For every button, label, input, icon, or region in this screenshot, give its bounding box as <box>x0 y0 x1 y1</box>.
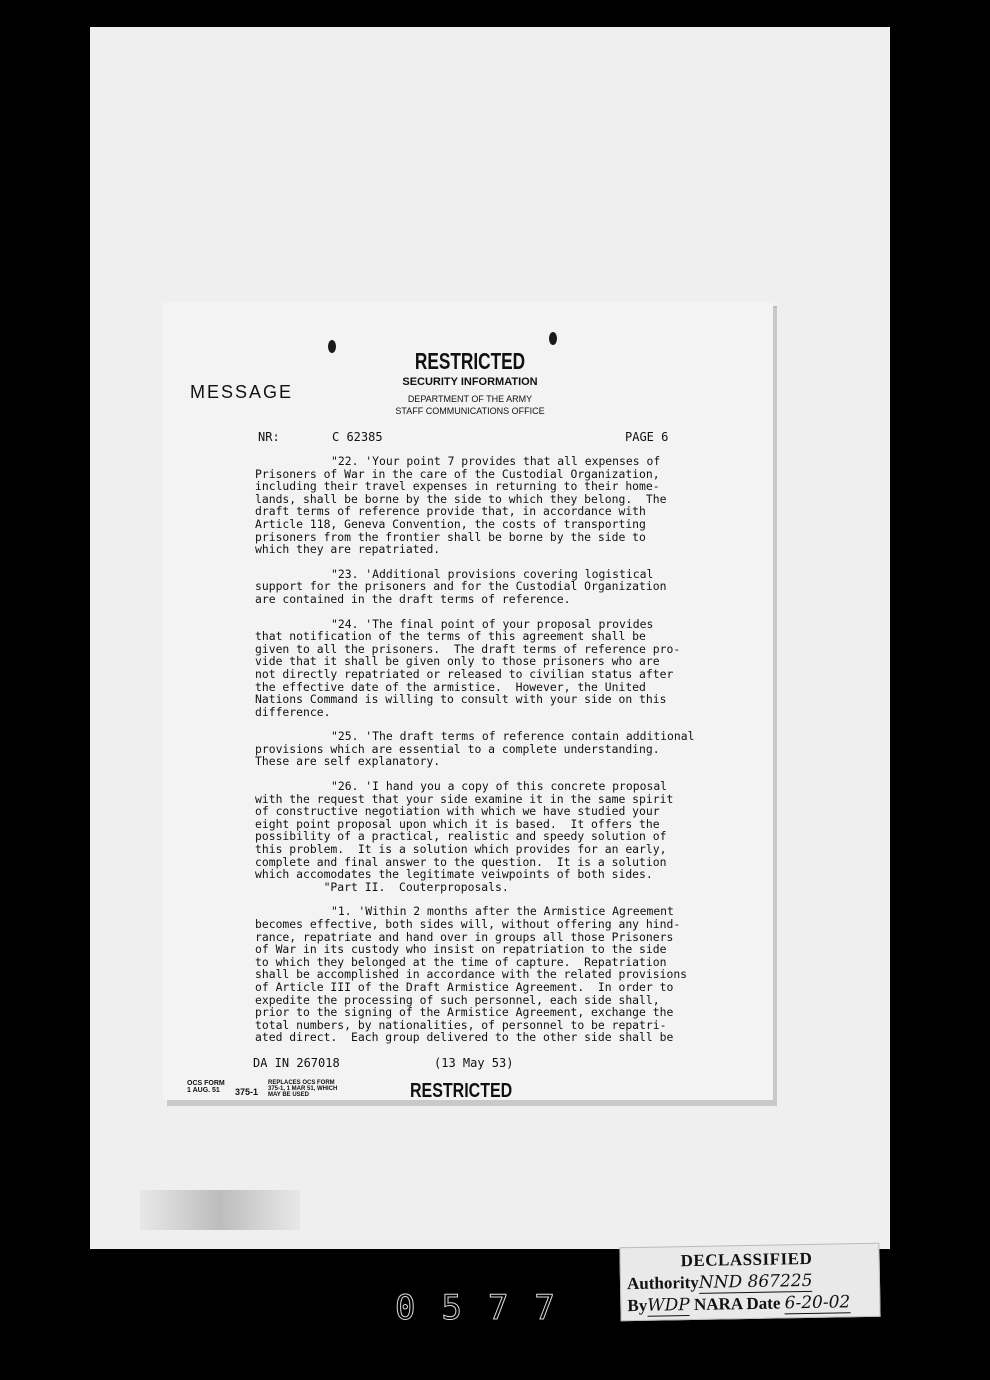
authority-value: NND 867225 <box>698 1270 813 1293</box>
by-value: WDP <box>647 1295 690 1316</box>
paragraph-26 <box>255 780 745 893</box>
frame-number: 0577 <box>395 1288 581 1328</box>
paragraph-23 <box>255 568 745 606</box>
nr-label: NR: <box>258 430 280 444</box>
paragraph-24-first-line: "24. 'The final point of your proposal provides <box>331 616 654 631</box>
classification-footer: RESTRICTED <box>410 1080 513 1102</box>
department-name: DEPARTMENT OF THE ARMY <box>407 394 533 404</box>
page-number: PAGE 6 <box>625 430 669 444</box>
form-replaces-line-2: 375-1, 1 MAR 51, WHICH <box>268 1086 338 1092</box>
nara-date-label: NARA Date <box>693 1293 781 1314</box>
message-label: MESSAGE <box>190 382 294 402</box>
da-in-number: DA IN 267018 <box>253 1056 340 1070</box>
paragraph-23-first-line: "23. 'Additional provisions covering logistical <box>331 566 654 581</box>
form-label <box>187 1080 225 1094</box>
paragraph-22-first-line: "22. 'Your point 7 provides that all expenses of <box>331 454 661 468</box>
authority-label: Authority <box>626 1272 699 1294</box>
paragraph-part2-1 <box>255 905 745 1044</box>
punch-hole-right <box>549 332 557 345</box>
nara-date-value: 6-20-02 <box>784 1292 851 1314</box>
security-information: SECURITY INFORMATION <box>402 376 538 388</box>
form-replaces-line-1: REPLACES OCS FORM <box>268 1080 335 1086</box>
form-number: 375-1 <box>235 1087 259 1097</box>
declassified-authority <box>627 1271 813 1294</box>
by-label: By <box>627 1295 648 1316</box>
paragraph-22 <box>255 455 745 556</box>
paragraph-22-text: Prisoners of War in the care of the Custodial Organization, including their travel expenses in returning to their home- lands, shall be borne by the side to which they belong. The draft terms of reference provide that, in accordance with Article 118, Geneva Convention, the costs of transporting prisoners from the frontier shall be borne by the side to which they are repatriated. <box>255 466 667 557</box>
message-date: (13 May 53) <box>434 1056 514 1070</box>
declassified-by-line <box>627 1292 850 1316</box>
office-name: STAFF COMMUNICATIONS OFFICE <box>395 406 545 416</box>
declassified-stamp <box>619 1243 880 1322</box>
message-body <box>255 455 745 1056</box>
paragraph-part2-1-text: becomes effective, both sides will, without offering any hind- rance, repatriate and hand over in groups all those Prisoners of War in its custody who insist on repatriation to the side to which they belonged at the time of capture. Repatriation shall be accomplished in accordance with the related provisions of Article III of the Draft Armistice Agreement. In order to expedite the processing of such personnel, each side shall, prior to the signing of the Armistice Agreement, exchange the total numbers, by nationalities, of personnel to be repatri- ated direct. Each group delivered to the other side shall be <box>255 917 688 1045</box>
paragraph-part2-1-first-line: "1. 'Within 2 months after the Armistice Agreement <box>331 904 674 919</box>
form-replaces-note <box>268 1080 337 1098</box>
paragraph-25-text: provisions which are essential to a complete understanding. These are self explanatory. <box>255 741 660 769</box>
form-label-line-2: 1 AUG. 51 <box>187 1087 220 1094</box>
paragraph-23-text: support for the prisoners and for the Custodial Organization are contained in the draft terms of reference. <box>255 579 667 606</box>
paragraph-26-text: with the request that your side examine it in the same spirit of constructive negotiation with which we have studied your eight point proposal upon which it is based. It offers the possibility of a practical, realistic and speedy solution of this problem. It is a solution which provides for an early, complete and final answer to the question. It is a solution which accomodates the legitimate veiwpoints of both sides. "Part II. Couterproposals. <box>255 791 674 894</box>
paragraph-24-text: that notification of the terms of this agreement shall be given to all the prisoners. The draft terms of reference pro- vide that it shall be given only to those prisoners who are not directly repatriated or released to civilian status after the effective date of the armistice. However, the United Nations Command is willing to consult with your side on this difference. <box>255 629 681 719</box>
punch-hole-left <box>328 340 336 353</box>
folder-smudge <box>140 1190 300 1230</box>
paragraph-26-first-line: "26. 'I hand you a copy of this concrete proposal <box>331 779 668 794</box>
declassified-title: DECLASSIFIED <box>680 1248 813 1271</box>
paragraph-25-first-line: "25. 'The draft terms of reference contain additional <box>331 729 695 744</box>
paragraph-24 <box>255 618 745 719</box>
form-label-line-1: OCS FORM <box>187 1080 225 1087</box>
nr-value: C 62385 <box>332 430 383 444</box>
form-replaces-line-3: MAY BE USED <box>268 1092 310 1098</box>
classification-header: RESTRICTED <box>414 348 526 374</box>
paragraph-25 <box>255 730 745 768</box>
